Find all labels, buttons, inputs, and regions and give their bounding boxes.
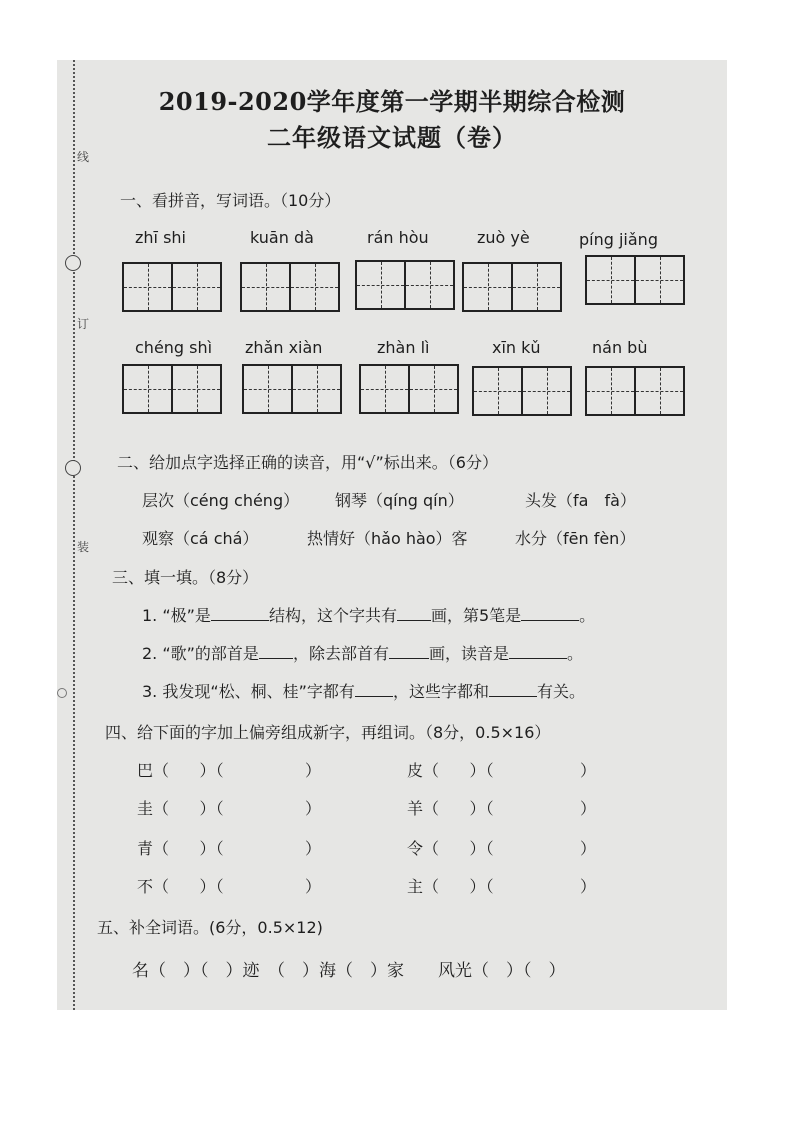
writing-grid[interactable] — [240, 262, 340, 312]
section2-heading: 二、给加点字选择正确的读音，用“√”标出来。（6分） — [117, 453, 498, 472]
reading-choice[interactable]: 水分（fēn fèn） — [515, 529, 636, 548]
fill-question-3: 3. 我发现“松、桐、桂”字都有 ，这些字都和 有关。 — [142, 682, 585, 701]
answer-blank[interactable] — [211, 604, 269, 621]
writing-grid[interactable] — [122, 364, 222, 414]
writing-grid[interactable] — [242, 364, 342, 414]
radical-row-right: 羊（ ）（ ） — [407, 799, 597, 818]
radical-row-left: 圭（ ）（ ） — [137, 799, 321, 818]
section1-heading: 一、看拼音，写词语。（10分） — [120, 191, 341, 210]
radical-row-left: 不（ ）（ ） — [137, 877, 321, 896]
section5-heading: 五、补全词语。(6分，0.5×12) — [97, 918, 323, 937]
pinyin-label: xīn kǔ — [492, 338, 541, 357]
pinyin-label: rán hòu — [367, 228, 429, 247]
writing-grid[interactable] — [585, 255, 685, 305]
reading-choice[interactable]: 头发（fa fà） — [525, 491, 636, 510]
binding-hole-circle — [65, 255, 81, 271]
answer-blank[interactable] — [521, 604, 579, 621]
pinyin-label: zhǎn xiàn — [245, 338, 323, 357]
exam-paper — [57, 60, 727, 1010]
section3-heading: 三、填一填。（8分） — [112, 568, 259, 587]
pinyin-label: zhàn lì — [377, 338, 430, 357]
binding-dotted-line — [73, 60, 75, 1010]
answer-blank[interactable] — [389, 642, 429, 659]
complete-words-line[interactable]: 名（ ）（ ）迹 （ ）海（ ）家 风光（ ）（ ） — [132, 961, 566, 981]
writing-grid[interactable] — [122, 262, 222, 312]
pinyin-label: chéng shì — [135, 338, 213, 357]
reading-choice[interactable]: 热情好（hǎo hào）客 — [307, 529, 468, 548]
writing-grid[interactable] — [359, 364, 459, 414]
reading-choice[interactable]: 观察（cá chá） — [142, 529, 259, 548]
exam-subtitle: 二年级语文试题（卷） — [267, 123, 517, 152]
radical-row-right: 皮（ ）（ ） — [407, 761, 597, 780]
writing-grid[interactable] — [462, 262, 562, 312]
writing-grid[interactable] — [585, 366, 685, 416]
answer-blank[interactable] — [397, 604, 431, 621]
pinyin-label: píng jiǎng — [579, 230, 658, 249]
binding-char-zhuang: 装 — [77, 540, 90, 554]
answer-blank[interactable] — [259, 642, 293, 659]
answer-blank[interactable] — [509, 642, 567, 659]
fill-question-1: 1. “极”是 结构，这个字共有 画，第5笔是 。 — [142, 606, 596, 625]
pinyin-label: nán bù — [592, 338, 648, 357]
answer-blank[interactable] — [489, 680, 537, 697]
binding-char-ding: 订 — [77, 317, 90, 331]
pinyin-label: zuò yè — [477, 228, 530, 247]
answer-blank[interactable] — [355, 680, 393, 697]
writing-grid[interactable] — [355, 260, 455, 310]
radical-row-right: 令（ ）（ ） — [407, 839, 597, 858]
binding-char-xian: 线 — [77, 150, 90, 164]
reading-choice[interactable]: 钢琴（qíng qín） — [335, 491, 464, 510]
pinyin-label: zhī shi — [135, 228, 186, 247]
exam-title: 2019-2020学年度第一学期半期综合检测 — [158, 87, 626, 116]
binding-hole-circle — [65, 460, 81, 476]
reading-choice[interactable]: 层次（céng chéng） — [142, 491, 300, 510]
radical-row-right: 主（ ）（ ） — [407, 877, 597, 896]
radical-row-left: 巴（ ）（ ） — [137, 761, 321, 780]
section4-heading: 四、给下面的字加上偏旁组成新字，再组词。（8分，0.5×16） — [105, 723, 551, 742]
pinyin-label: kuān dà — [250, 228, 314, 247]
fill-question-2: 2. “歌”的部首是 ，除去部首有 画，读音是 。 — [142, 644, 583, 663]
radical-row-left: 青（ ）（ ） — [137, 839, 321, 858]
binding-hole-mark — [57, 688, 67, 698]
writing-grid[interactable] — [472, 366, 572, 416]
